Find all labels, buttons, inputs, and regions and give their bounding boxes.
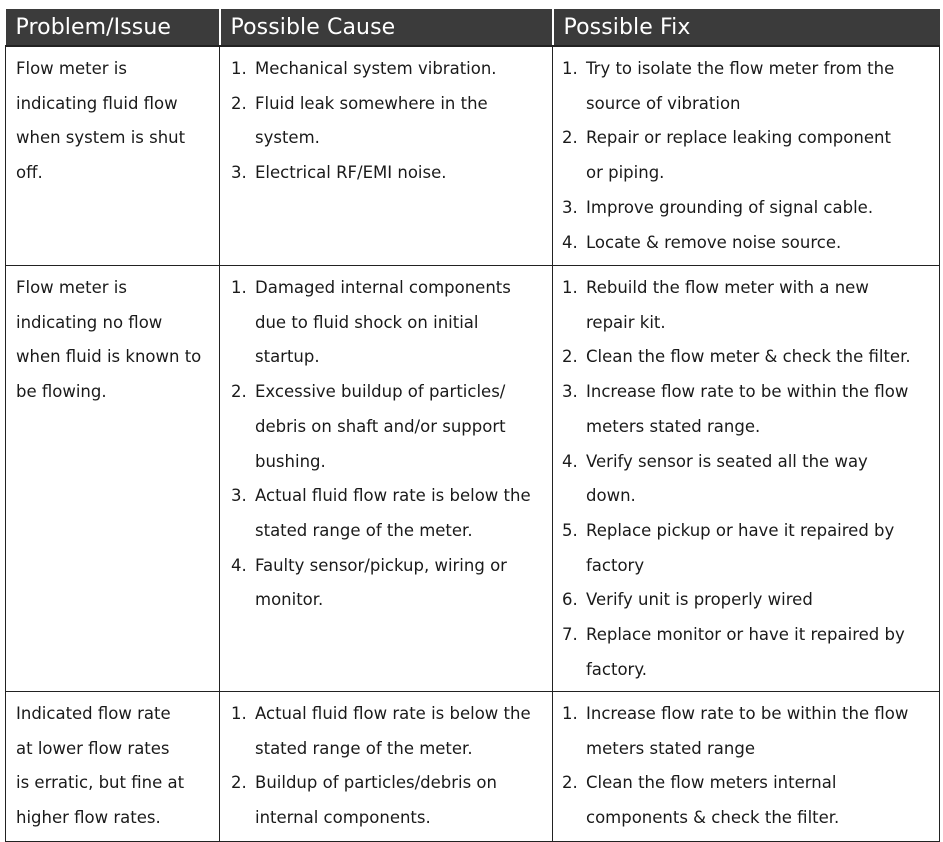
problem-cell: [6, 692, 220, 842]
item-number: 3.: [231, 486, 247, 506]
cause-line: debris on shaft and/or support: [255, 416, 506, 436]
problem-line: be flowing.: [16, 382, 107, 402]
fix-item: [553, 514, 939, 583]
item-number: 1.: [562, 59, 578, 78]
fix-line: repair kit.: [586, 312, 666, 332]
fix-line: Improve grounding of signal cable.: [586, 197, 874, 217]
item-number: 1.: [562, 704, 578, 723]
fix-item: [553, 226, 939, 261]
cause-cell: [220, 266, 553, 692]
fix-line: meters stated range.: [586, 416, 761, 436]
fix-line: down.: [586, 486, 636, 506]
problem-line: indicating no flow: [16, 312, 163, 332]
item-number: 1.: [562, 278, 578, 297]
fix-list: [553, 697, 939, 836]
item-number: 7.: [562, 625, 578, 645]
problem-line: off.: [16, 163, 43, 183]
item-number: 3.: [562, 197, 578, 217]
fix-item: [553, 445, 939, 514]
cause-line: stated range of the meter.: [255, 738, 473, 758]
cause-line: Actual fluid flow rate is below the: [255, 704, 531, 723]
fix-list: [553, 271, 939, 687]
cause-line: stated range of the meter.: [255, 520, 473, 540]
problem-cell: [6, 46, 220, 266]
fix-line: Rebuild the flow meter with a new: [586, 278, 869, 297]
item-number: 2.: [562, 347, 578, 367]
cause-item: [220, 549, 552, 618]
problem-line: is erratic, but fine at: [16, 773, 185, 793]
fix-item: [553, 52, 939, 121]
cause-list: [220, 271, 552, 618]
fix-line: Replace monitor or have it repaired by: [586, 625, 905, 645]
cause-line: Excessive buildup of particles/: [255, 382, 506, 402]
item-number: 5.: [562, 520, 578, 540]
fix-item: [553, 191, 939, 226]
cause-item: [220, 271, 552, 375]
cause-line: startup.: [255, 347, 320, 367]
item-number: 4.: [562, 451, 578, 471]
item-number: 4.: [231, 555, 247, 575]
table-row: [6, 692, 940, 842]
fix-line: Verify sensor is seated all the way: [586, 451, 868, 471]
problem-line: Indicated flow rate: [16, 704, 171, 723]
problem-cell: [6, 266, 220, 692]
fix-line: Clean the flow meter & check the filter.: [586, 347, 911, 367]
fix-line: Locate & remove noise source.: [586, 232, 842, 252]
fix-line: Increase flow rate to be within the flow: [586, 382, 909, 402]
item-number: 3.: [231, 163, 247, 183]
item-number: 1.: [231, 704, 247, 723]
cause-line: due to fluid shock on initial: [255, 312, 479, 332]
table-row: [6, 266, 940, 692]
item-number: 2.: [562, 773, 578, 793]
fix-line: Replace pickup or have it repaired by: [586, 520, 895, 540]
item-number: 1.: [231, 59, 247, 78]
table-row: [6, 46, 940, 266]
problem-line: at lower flow rates: [16, 738, 170, 758]
fix-line: factory.: [586, 659, 647, 679]
fix-item: [553, 618, 939, 687]
fix-line: components & check the filter.: [586, 808, 840, 828]
fix-line: meters stated range: [586, 738, 755, 758]
header-fix: Possible Fix: [553, 9, 940, 46]
fix-list: [553, 52, 939, 260]
problem-line: when system is shut: [16, 128, 186, 148]
troubleshooting-table: [5, 9, 940, 842]
fix-cell: [553, 692, 940, 842]
fix-item: [553, 340, 939, 375]
cause-item: [220, 766, 552, 835]
cause-line: Faulty sensor/pickup, wiring or: [255, 555, 507, 575]
fix-line: Clean the flow meters internal: [586, 773, 837, 793]
cause-line: Actual fluid flow rate is below the: [255, 486, 531, 506]
item-number: 2.: [231, 382, 247, 402]
cause-cell: [220, 692, 553, 842]
cause-line: Electrical RF/EMI noise.: [255, 163, 447, 183]
fix-item: [553, 375, 939, 444]
fix-line: Repair or replace leaking component: [586, 128, 891, 148]
cause-cell: [220, 46, 553, 266]
fix-item: [553, 121, 939, 190]
cause-line: Fluid leak somewhere in the: [255, 93, 488, 113]
fix-item: [553, 583, 939, 618]
cause-list: [220, 697, 552, 836]
item-number: 2.: [562, 128, 578, 148]
item-number: 1.: [231, 278, 247, 297]
cause-line: bushing.: [255, 451, 326, 471]
cause-line: system.: [255, 128, 320, 148]
cause-line: monitor.: [255, 590, 324, 610]
problem-line: indicating fluid flow: [16, 93, 178, 113]
fix-line: or piping.: [586, 163, 665, 183]
cause-line: Mechanical system vibration.: [255, 59, 497, 78]
header-cause: Possible Cause: [220, 9, 553, 46]
cause-item: [220, 52, 552, 87]
cause-item: [220, 697, 552, 766]
fix-line: source of vibration: [586, 93, 741, 113]
item-number: 2.: [231, 93, 247, 113]
item-number: 6.: [562, 590, 578, 610]
fix-item: [553, 697, 939, 766]
cause-item: [220, 156, 552, 191]
item-number: 4.: [562, 232, 578, 252]
fix-item: [553, 766, 939, 835]
fix-line: Try to isolate the flow meter from the: [586, 59, 895, 78]
cause-item: [220, 479, 552, 548]
problem-line: Flow meter is: [16, 278, 127, 297]
fix-line: Increase flow rate to be within the flow: [586, 704, 909, 723]
cause-line: Buildup of particles/debris on: [255, 773, 497, 793]
fix-line: Verify unit is properly wired: [586, 590, 813, 610]
cause-item: [220, 375, 552, 479]
cause-item: [220, 87, 552, 156]
cause-list: [220, 52, 552, 191]
problem-line: when fluid is known to: [16, 347, 202, 367]
cause-line: Damaged internal components: [255, 278, 511, 297]
header-row: [6, 9, 940, 46]
item-number: 3.: [562, 382, 578, 402]
fix-item: [553, 271, 939, 340]
fix-cell: [553, 46, 940, 266]
item-number: 2.: [231, 773, 247, 793]
cause-line: internal components.: [255, 808, 431, 828]
problem-line: Flow meter is: [16, 59, 127, 78]
problem-line: higher flow rates.: [16, 808, 161, 828]
fix-cell: [553, 266, 940, 692]
header-problem: Problem/Issue: [6, 9, 220, 46]
fix-line: factory: [586, 555, 645, 575]
